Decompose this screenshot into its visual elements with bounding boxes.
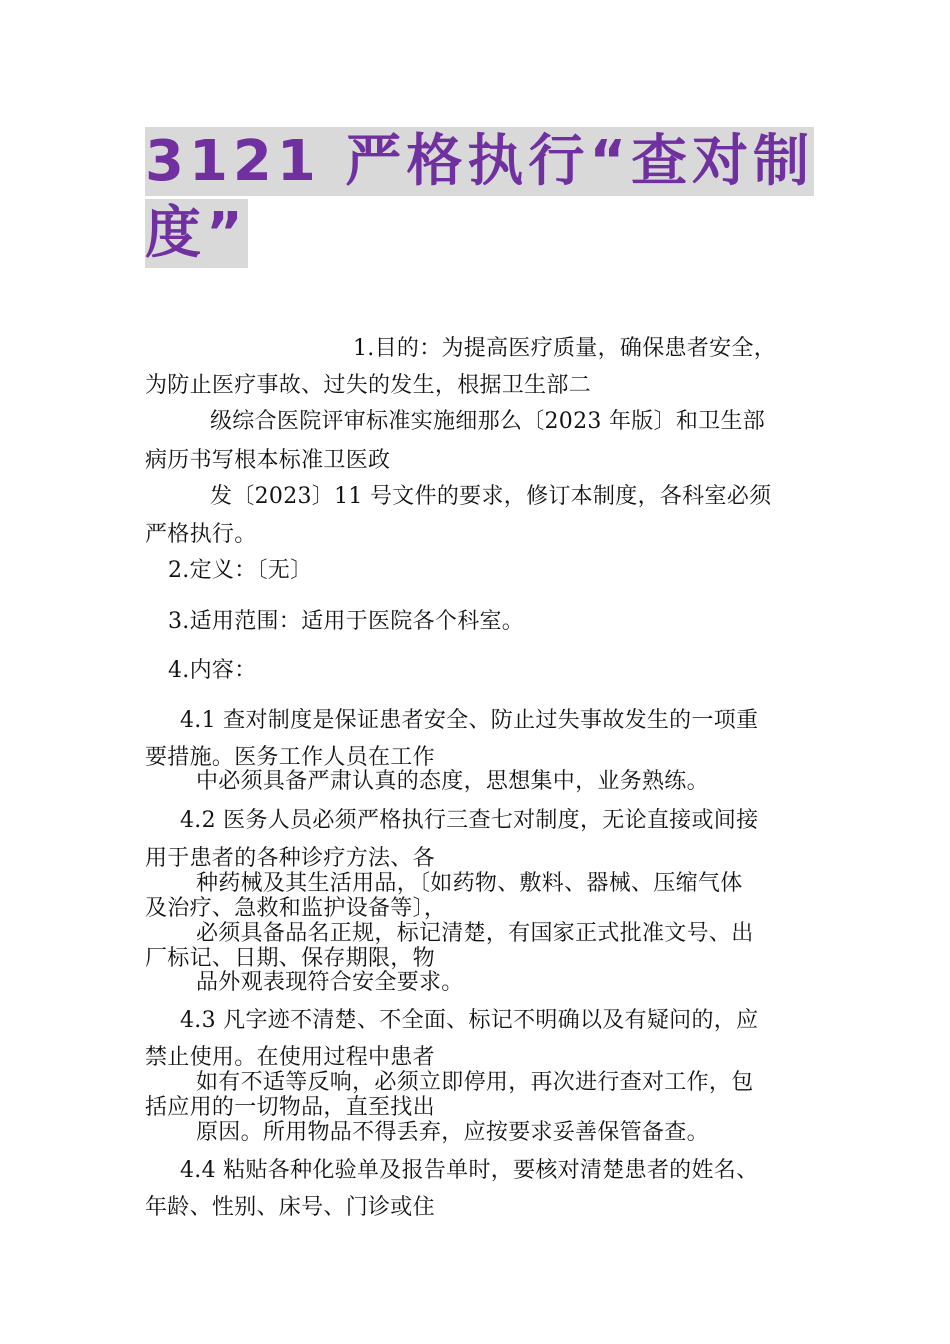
paragraph-line: 如有不适等反响，必须立即停用，再次进行查对工作，包	[196, 1070, 754, 1095]
paragraph-line: 1.目的：为提高医疗质量，确保患者安全，	[353, 336, 776, 361]
paragraph-line: 原因。所用物品不得丢弃，应按要求妥善保管备查。	[196, 1120, 709, 1145]
paragraph-line: 为防止医疗事故、过失的发生，根据卫生部二	[145, 373, 592, 398]
section-heading: 2.定义：〔无〕	[168, 558, 313, 583]
paragraph-line: 品外观表现符合安全要求。	[196, 970, 464, 995]
paragraph-line: 用于患者的各种诊疗方法、各	[145, 846, 435, 871]
paragraph-line: 及治疗、急救和监护设备等〕，	[145, 896, 447, 921]
paragraph-line: 4.1 查对制度是保证患者安全、防止过失事故发生的一项重	[180, 708, 759, 733]
paragraph-line: 禁止使用。在使用过程中患者	[145, 1045, 435, 1070]
paragraph-line: 种药械及其生活用品，〔如药物、敷料、器械、压缩气体	[196, 871, 743, 896]
paragraph-line: 年龄、性别、床号、门诊或住	[145, 1195, 435, 1220]
paragraph-line: 括应用的一切物品，直至找出	[145, 1095, 435, 1120]
paragraph-line: 4.2 医务人员必须严格执行三查七对制度，无论直接或间接	[180, 808, 759, 833]
section-heading: 3.适用范围：适用于医院各个科室。	[168, 609, 525, 634]
paragraph-line: 要措施。医务工作人员在工作	[145, 745, 435, 770]
paragraph-line: 中必须具备严肃认真的态度，思想集中，业务熟练。	[196, 769, 709, 794]
paragraph-line: 级综合医院评审标准实施细那么〔2023 年版〕和卫生部	[210, 409, 766, 434]
paragraph-line: 4.3 凡字迹不清楚、不全面、标记不明确以及有疑问的，应	[180, 1008, 759, 1033]
document-title	[145, 126, 815, 270]
paragraph-line: 发〔2023〕11 号文件的要求，修订本制度，各科室必须	[210, 484, 772, 509]
title-text: 3121 严格执行“查对制度”	[145, 129, 815, 266]
paragraph-line: 病历书写根本标准卫医政	[145, 448, 391, 473]
section-heading: 4.内容：	[168, 658, 257, 683]
paragraph-line: 厂标记、日期、保存期限，物	[145, 946, 435, 971]
paragraph-line: 4.4 粘贴各种化验单及报告单时，要核对清楚患者的姓名、	[180, 1158, 759, 1183]
paragraph-line: 必须具备品名正规，标记清楚，有国家正式批准文号、出	[196, 921, 754, 946]
paragraph-line: 严格执行。	[145, 522, 257, 547]
